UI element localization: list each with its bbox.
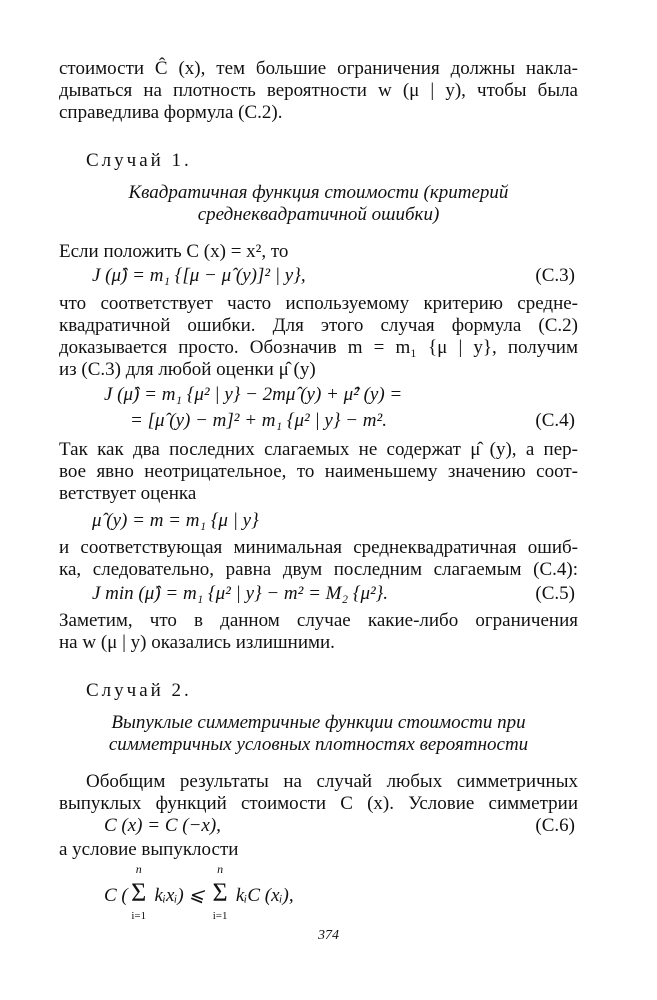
summation-upper: n [135, 862, 142, 876]
text-line: ка, следовательно, равна двум последним слагаемым (С.4): [59, 559, 578, 580]
text-line: и соответствующая минимальная среднеквадратичная ошиб- [59, 537, 578, 558]
summation-sign [209, 862, 231, 922]
text-line: дываться на плотность вероятности w (μ | y), чтобы была [59, 80, 578, 101]
text-line: вое явно неотрицательное, то наименьшему значению соот- [59, 461, 578, 482]
equation-number: (С.6) [535, 815, 575, 836]
case-heading: Случай 2. [86, 680, 192, 701]
text-line: на w (μ | y) оказались излишними. [59, 632, 335, 653]
page-number: 374 [318, 928, 339, 943]
text-line: стоимости Ĉ (x), тем большие ограничения должны накла- [59, 58, 578, 79]
text-line: справедлива формула (С.2). [59, 102, 283, 123]
sigma-symbol: Σ [212, 878, 228, 907]
equation: J (μ̂) = m₁ {[μ − μ̂ (y)]² | y}, [92, 265, 306, 286]
equation: J min (μ̂) = m₁ {μ² | y} − m² = M₂ {μ²}. [92, 583, 389, 604]
text-line: Заметим, что в данном случае какие-либо ограничения [59, 610, 578, 631]
equation-number: (С.3) [535, 265, 575, 286]
case-title: Квадратичная функция стоимости (критерий [128, 182, 509, 203]
case-heading: Случай 1. [86, 150, 192, 171]
equation-number: (С.4) [535, 410, 575, 431]
equation: J (μ̂) = m₁ {μ² | y} − 2mμ̂ (y) + μ̂² (y) = [104, 384, 403, 405]
equation-part: C ( [104, 885, 128, 906]
text-line: ветствует оценка [59, 483, 197, 504]
text-line: Если положить C (x) = x², то [59, 241, 289, 262]
text-line: а условие выпуклости [59, 839, 239, 860]
text-line: Так как два последних слагаемых не содержат μ̂ (y), а пер- [59, 439, 578, 460]
equation: μ̂ (y) = m = m₁ {μ | y} [92, 510, 259, 531]
summation-lower: i=1 [131, 910, 147, 922]
text-line: квадратичной ошибки. Для этого случая формула (С.2) [59, 315, 578, 336]
case-title: симметричных условных плотностях вероятности [108, 734, 529, 755]
text-line: что соответствует часто используемому критерию средне- [59, 293, 578, 314]
case-title: Выпуклые симметричные функции стоимости при [111, 712, 526, 733]
convexity-inequality [104, 862, 294, 922]
summation-sign [128, 862, 150, 922]
equation-part: kᵢC (xᵢ), [235, 885, 294, 906]
text-line: Обобщим результаты на случай любых симметричных [86, 771, 578, 792]
case-title: среднеквадратичной ошибки) [197, 204, 440, 225]
text-line: из (С.3) для любой оценки μ̂ (y) [59, 359, 316, 380]
text-line: доказывается просто. Обозначив m = m₁ {μ | y}, получим [59, 337, 578, 358]
summation-lower: i=1 [212, 910, 228, 922]
text-line: выпуклых функций стоимости C (x). Условие симметрии [59, 793, 578, 814]
equation: C (x) = C (−x), [104, 815, 221, 836]
summation-upper: n [217, 862, 224, 876]
equation-number: (С.5) [535, 583, 575, 604]
equation-part: kᵢxᵢ) ⩽ [154, 885, 205, 906]
sigma-symbol: Σ [131, 878, 147, 907]
equation: = [μ̂ (y) − m]² + m₁ {μ² | y} − m². [130, 410, 387, 431]
